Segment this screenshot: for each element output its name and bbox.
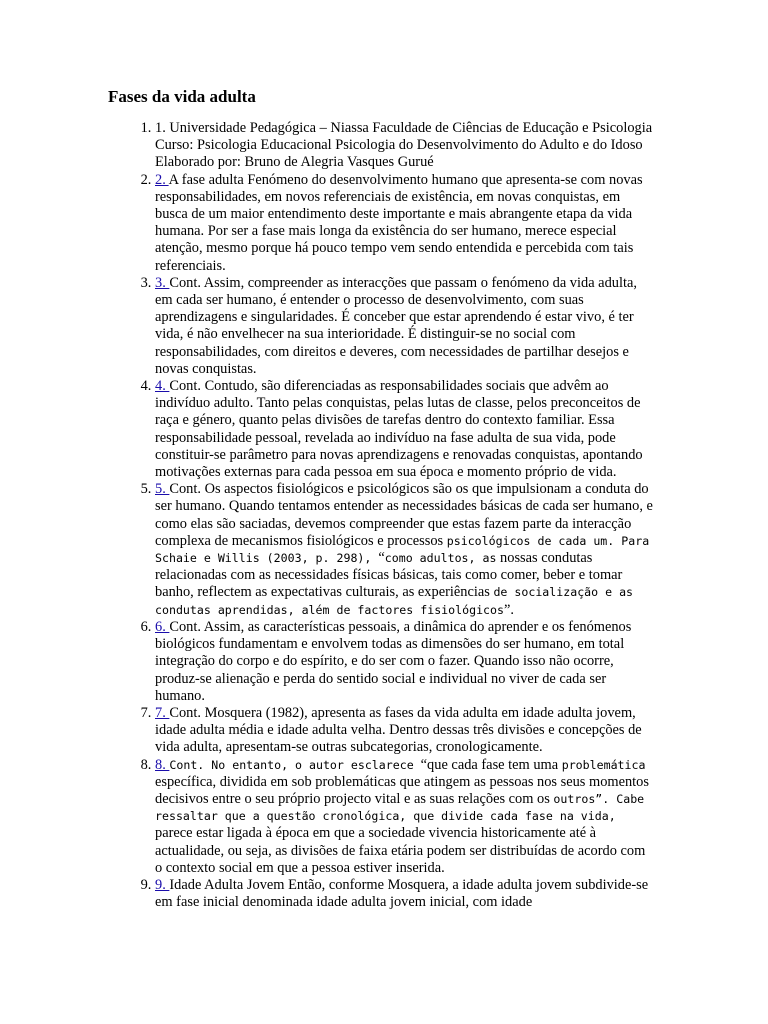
list-item [155, 877, 655, 911]
list-item [155, 172, 655, 275]
list-item [155, 619, 655, 705]
item-text: ”. [504, 601, 515, 618]
item-text: Cont. Os aspectos fisiológicos e psicológicos são os que impulsionam a conduta do ser humano. Quando tentamos entender as necessidades básicas de cada ser humano, e como elas são saciadas, devemos compreender que estas fazem parte da interacção complexa de mecanismos fisiológicos e processos [155, 481, 653, 549]
item-link[interactable]: 5. [155, 481, 170, 498]
item-link[interactable]: 6. [155, 618, 170, 635]
item-text: Idade Adulta Jovem Então, conforme Mosquera, a idade adulta jovem subdivide-se em fase inicial denominada idade adulta jovem inicial, com idade [155, 876, 649, 911]
item-text: Cont. Mosquera (1982), apresenta as fases da vida adulta em idade adulta jovem, idade adulta média e idade adulta velha. Dentro dessas três divisões e concepções de vida adulta, apresentam-se outras subcategorias, cronologicamente. [155, 704, 642, 756]
item-text: específica, dividida em sob problemáticas que atingem as pessoas nos seus momentos decisivos entre o seu próprio projecto vital e as suas relações com os [155, 773, 649, 807]
item-text-mono: problemática [561, 757, 646, 772]
item-text-mono: Cont. No entanto, o autor esclarece [169, 757, 421, 772]
item-text: “que cada fase tem uma [420, 756, 562, 773]
item-text-mono: de socialização e as condutas aprendidas, além de factores fisiológicos [155, 585, 634, 617]
item-link[interactable]: 2. [155, 171, 169, 188]
item-link[interactable]: 8. [155, 756, 170, 773]
list-item [155, 120, 655, 172]
item-link[interactable]: 7. [155, 704, 170, 721]
item-link[interactable]: 4. [155, 378, 170, 395]
list-item [155, 275, 655, 378]
item-text: “ [378, 550, 385, 567]
item-text-mono: como adultos, as [384, 551, 497, 566]
item-text: Cont. Assim, as características pessoais, a dinâmica do aprender e os fenómenos biológicos fundamentam e envolvem todas as dimensões do ser humano, em total integração do corpo e do espírito, e do ser com o fazer. Quando isso não ocorre, produz-se alienação e perda do sentido social e individual no viver de cada ser humano. [155, 618, 632, 704]
numbered-list [155, 120, 655, 911]
list-item [155, 378, 655, 481]
list-item [155, 705, 655, 757]
item-text: 1. Universidade Pedagógica – Niassa Faculdade de Ciências de Educação e Psicologia Curso: Psicologia Educacional Psicologia do Desenvolvimento do Adulto e do Idoso Elaborado por: Bruno de Alegria Vasques Gurué [155, 120, 653, 171]
item-link[interactable]: 3. [155, 274, 170, 291]
item-link[interactable]: 9. [155, 876, 170, 893]
item-text-mono: psicológicos de cada um. Para Schaie e Willis (2003, p. 298), [155, 533, 650, 566]
item-text: Cont. Contudo, são diferenciadas as responsabilidades sociais que advêm ao indivíduo adulto. Tanto pelas conquistas, pelas lutas de classe, pelos preconceitos de raça e género, quanto pelas divisões de tarefas dentro do contexto familiar. Essa responsabilidade pessoal, revelada ao indivíduo na fase adulta de sua vida, pode constituir-se parâmetro para novas aprendizagens e renovadas conquistas, apontando motivações externas para cada pessoa em sua época e momento próprio de vida. [155, 378, 643, 481]
item-text: nossas condutas relacionadas com as necessidades físicas básicas, tais como comer, beber e tomar banho, reflectem as expectativas culturais, as experiências [155, 550, 623, 601]
document-title: Fases da vida adulta [108, 87, 256, 106]
item-text-mono: outros”. Cabe ressaltar que a questão cronológica, que divide cada fase na vida, [155, 791, 645, 824]
list-item [155, 481, 655, 619]
list-item [155, 757, 655, 877]
item-text: A fase adulta Fenómeno do desenvolvimento humano que apresenta-se com novas responsabilidades, em novos referenciais de existência, em novas conquistas, em busca de um maior entendimento deste importante e mais abrangente etapa da vida humana. Por ser a fase mais longa da existência do ser humano, merece especial atenção, mesmo porque há pouco tempo vem sendo entendida e percebida com tais referenciais. [155, 171, 643, 274]
item-text: parece estar ligada à época em que a sociedade vivencia historicamente até à actualidade, ou seja, as divisões de faixa etária podem ser distribuídas de acordo com o contexto social em que a pessoa estiver inserida. [155, 825, 646, 876]
item-text: Cont. Assim, compreender as interacções que passam o fenómeno da vida adulta, em cada ser humano, é entender o processo de desenvolvimento, com suas aprendizagens e singularidades. É conceber que estar aprendendo é estar vivo, é ter vida, é não envelhecer na sua interioridade. É distinguir-se no social com responsabilidades, com direitos e deveres, com necessidades de partilhar desejos e novas conquistas. [155, 274, 637, 377]
